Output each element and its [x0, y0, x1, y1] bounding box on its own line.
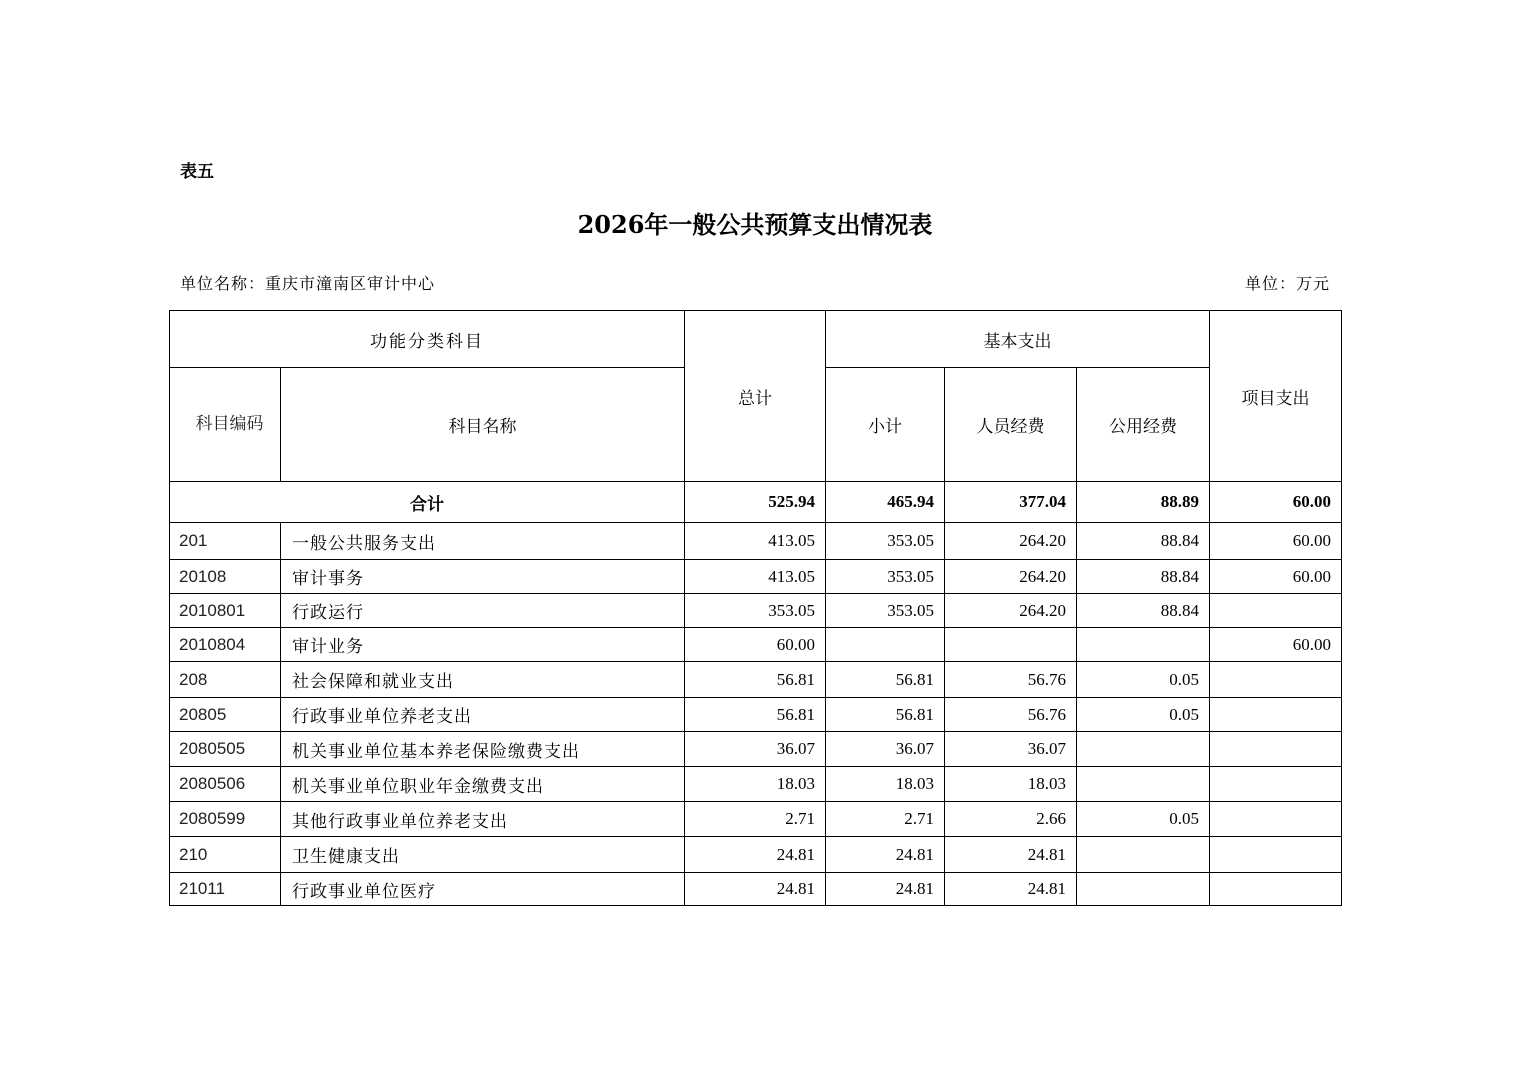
row-name: 行政事业单位医疗 — [281, 873, 685, 906]
row-personnel: 264.20 — [945, 560, 1077, 594]
row-public: 0.05 — [1077, 698, 1210, 732]
row-personnel: 264.20 — [945, 594, 1077, 628]
row-subtotal: 353.05 — [826, 560, 945, 594]
table-label: 表五 — [180, 162, 214, 182]
table-row — [170, 698, 1342, 732]
row-subtotal: 353.05 — [826, 594, 945, 628]
row-total: 24.81 — [685, 873, 826, 906]
table-row — [170, 873, 1342, 906]
row-personnel — [945, 628, 1077, 662]
row-total: 24.81 — [685, 837, 826, 873]
unit-label: 单位：万元 — [1244, 274, 1330, 293]
row-code: 2010801 — [170, 594, 281, 628]
header-code: 科目编码 — [170, 368, 281, 482]
row-code: 2010804 — [170, 628, 281, 662]
row-code: 20108 — [170, 560, 281, 594]
row-name: 机关事业单位基本养老保险缴费支出 — [281, 732, 685, 767]
row-name: 机关事业单位职业年金缴费支出 — [281, 767, 685, 802]
row-project — [1210, 873, 1342, 906]
row-subtotal: 24.81 — [826, 837, 945, 873]
table-row — [170, 837, 1342, 873]
row-total: 60.00 — [685, 628, 826, 662]
row-personnel: 56.76 — [945, 662, 1077, 698]
total-project: 60.00 — [1210, 482, 1342, 523]
table-row — [170, 732, 1342, 767]
table-row — [170, 767, 1342, 802]
row-project — [1210, 594, 1342, 628]
row-name: 审计事务 — [281, 560, 685, 594]
header-basic-expenditure: 基本支出 — [826, 311, 1210, 368]
row-personnel: 24.81 — [945, 837, 1077, 873]
row-subtotal: 353.05 — [826, 523, 945, 560]
row-project: 60.00 — [1210, 560, 1342, 594]
row-public — [1077, 628, 1210, 662]
unit-name: 单位名称：重庆市潼南区审计中心 — [180, 274, 436, 293]
table-row — [170, 560, 1342, 594]
row-project — [1210, 837, 1342, 873]
page-title: 2026年一般公共预算支出情况表 — [577, 210, 933, 239]
row-subtotal: 18.03 — [826, 767, 945, 802]
row-public: 88.84 — [1077, 560, 1210, 594]
row-code: 208 — [170, 662, 281, 698]
row-public: 0.05 — [1077, 662, 1210, 698]
table-row — [170, 802, 1342, 837]
row-project — [1210, 802, 1342, 837]
row-total: 413.05 — [685, 523, 826, 560]
total-personnel: 377.04 — [945, 482, 1077, 523]
row-code: 2080599 — [170, 802, 281, 837]
row-total: 2.71 — [685, 802, 826, 837]
header-total: 总计 — [685, 311, 826, 482]
row-total: 413.05 — [685, 560, 826, 594]
row-subtotal: 56.81 — [826, 698, 945, 732]
row-code: 21011 — [170, 873, 281, 906]
row-personnel: 24.81 — [945, 873, 1077, 906]
row-total: 18.03 — [685, 767, 826, 802]
header-functional-category: 功能分类科目 — [170, 311, 685, 368]
row-subtotal — [826, 628, 945, 662]
header-subtotal: 小计 — [826, 368, 945, 482]
row-total: 353.05 — [685, 594, 826, 628]
table-row — [170, 628, 1342, 662]
row-project: 60.00 — [1210, 628, 1342, 662]
row-name: 审计业务 — [281, 628, 685, 662]
row-name: 行政运行 — [281, 594, 685, 628]
header-project-expenditure: 项目支出 — [1210, 311, 1342, 482]
row-personnel: 2.66 — [945, 802, 1077, 837]
row-name: 一般公共服务支出 — [281, 523, 685, 560]
row-name: 其他行政事业单位养老支出 — [281, 802, 685, 837]
row-subtotal: 36.07 — [826, 732, 945, 767]
header-public: 公用经费 — [1077, 368, 1210, 482]
total-total: 525.94 — [685, 482, 826, 523]
table-row — [170, 594, 1342, 628]
row-public — [1077, 837, 1210, 873]
row-public — [1077, 732, 1210, 767]
row-public — [1077, 767, 1210, 802]
header-personnel: 人员经费 — [945, 368, 1077, 482]
row-code: 2080505 — [170, 732, 281, 767]
table-row — [170, 523, 1342, 560]
table-row — [170, 662, 1342, 698]
total-public: 88.89 — [1077, 482, 1210, 523]
row-public: 88.84 — [1077, 594, 1210, 628]
row-personnel: 56.76 — [945, 698, 1077, 732]
row-project — [1210, 767, 1342, 802]
row-subtotal: 56.81 — [826, 662, 945, 698]
row-code: 2080506 — [170, 767, 281, 802]
row-subtotal: 24.81 — [826, 873, 945, 906]
row-total: 56.81 — [685, 662, 826, 698]
row-project — [1210, 662, 1342, 698]
row-project: 60.00 — [1210, 523, 1342, 560]
row-public: 88.84 — [1077, 523, 1210, 560]
row-name: 卫生健康支出 — [281, 837, 685, 873]
total-label: 合计 — [170, 482, 685, 523]
row-subtotal: 2.71 — [826, 802, 945, 837]
row-project — [1210, 732, 1342, 767]
row-personnel: 264.20 — [945, 523, 1077, 560]
row-name: 行政事业单位养老支出 — [281, 698, 685, 732]
row-code: 210 — [170, 837, 281, 873]
header-name: 科目名称 — [281, 368, 685, 482]
total-row — [170, 482, 1342, 523]
total-subtotal: 465.94 — [826, 482, 945, 523]
row-personnel: 36.07 — [945, 732, 1077, 767]
row-public — [1077, 873, 1210, 906]
row-total: 56.81 — [685, 698, 826, 732]
row-code: 20805 — [170, 698, 281, 732]
row-personnel: 18.03 — [945, 767, 1077, 802]
budget-table — [169, 310, 1342, 906]
row-name: 社会保障和就业支出 — [281, 662, 685, 698]
row-public: 0.05 — [1077, 802, 1210, 837]
row-project — [1210, 698, 1342, 732]
row-code: 201 — [170, 523, 281, 560]
row-total: 36.07 — [685, 732, 826, 767]
